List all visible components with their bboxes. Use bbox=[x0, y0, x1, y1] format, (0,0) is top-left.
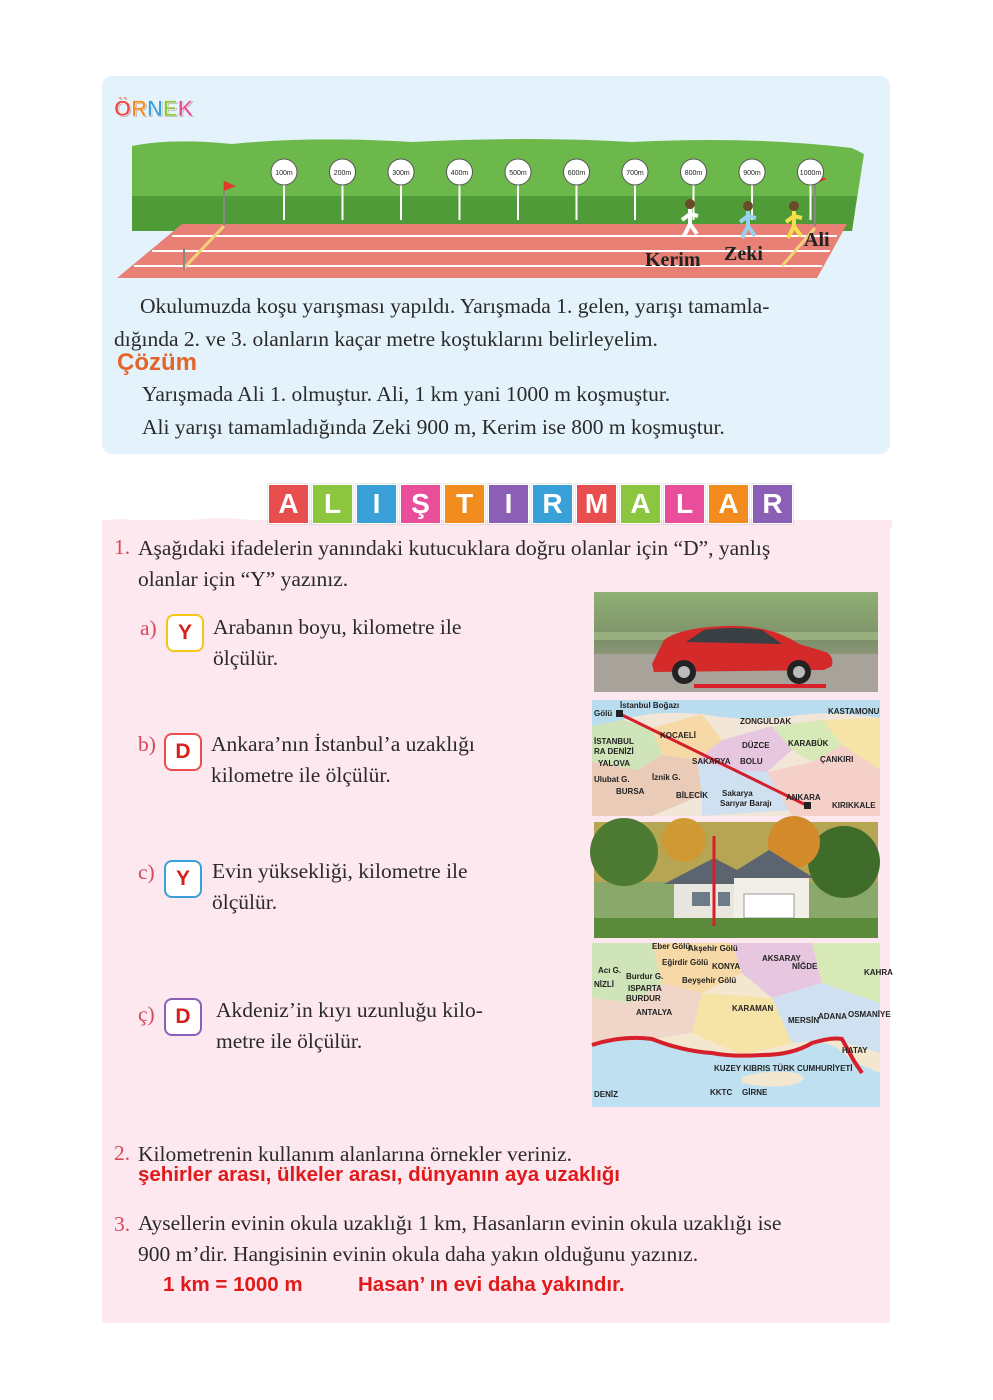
distance-sign-label: 600m bbox=[567, 170, 586, 177]
map-label: KOCAELİ bbox=[660, 731, 696, 740]
banner-letter: A bbox=[708, 484, 749, 524]
question-3-text bbox=[138, 1208, 888, 1270]
map-label: SAKARYA bbox=[692, 757, 731, 766]
map-label: BOLU bbox=[740, 757, 763, 766]
map-label: İSTANBUL bbox=[594, 737, 634, 746]
item-line: Evin yüksekliği, kilometre ile bbox=[212, 859, 468, 883]
item-line: metre ile ölçülür. bbox=[216, 1029, 363, 1053]
map-label: KARABÜK bbox=[788, 739, 829, 748]
item-line: Akdeniz’in kıyı uzunluğu kilo- bbox=[216, 998, 483, 1022]
item-line: ölçülür. bbox=[212, 890, 278, 914]
distance-sign-label: 300m bbox=[392, 170, 410, 177]
banner-letter: L bbox=[664, 484, 705, 524]
map-label: Akşehir Gölü bbox=[688, 944, 738, 953]
distance-sign-label: 100m bbox=[275, 170, 293, 177]
title-letter: E bbox=[162, 96, 178, 121]
mediterranean-coast-map bbox=[592, 942, 893, 1107]
banner-letter: T bbox=[444, 484, 485, 524]
banner-letter: A bbox=[268, 484, 309, 524]
question-3-answer-conversion: 1 km = 1000 m bbox=[163, 1273, 303, 1296]
map-label: Burdur G. bbox=[626, 972, 664, 981]
distance-sign-label: 800m bbox=[684, 170, 703, 177]
title-letter: R bbox=[131, 96, 148, 121]
banner-letter: L bbox=[312, 484, 353, 524]
banner-letter: A bbox=[620, 484, 661, 524]
example-solution bbox=[142, 378, 882, 444]
item-c-answer-box[interactable]: Y bbox=[164, 860, 202, 898]
banner-letter: I bbox=[488, 484, 529, 524]
map-label: DENİZ bbox=[594, 1090, 618, 1099]
map-label: BİLECİK bbox=[676, 791, 708, 800]
runner-name-ali: Ali bbox=[804, 229, 830, 251]
item-a-text bbox=[213, 612, 461, 674]
distance-sign-label: 400m bbox=[450, 170, 469, 177]
example-problem bbox=[114, 290, 880, 356]
question-line: olanlar için “Y” yazınız. bbox=[138, 567, 349, 591]
map-label: OSMANİYE bbox=[848, 1010, 891, 1019]
item-line: ölçülür. bbox=[213, 646, 279, 670]
question-line: Aşağıdaki ifadelerin yanındaki kutucuklara doğru olanlar için “D”, yanlış bbox=[138, 536, 771, 560]
item-line: Arabanın boyu, kilometre ile bbox=[213, 615, 462, 639]
map-label: KAHRA bbox=[864, 968, 893, 977]
map-label: Sakarya bbox=[722, 789, 753, 798]
map-label: ANTALYA bbox=[636, 1008, 673, 1017]
map-label: Gölü bbox=[594, 709, 613, 718]
distance-sign-label: 900m bbox=[743, 170, 761, 177]
title-letter: N bbox=[147, 96, 163, 121]
question-3-number: 3. bbox=[114, 1212, 131, 1236]
banner-letter: R bbox=[752, 484, 793, 524]
runner-name-zeki: Zeki bbox=[724, 243, 763, 265]
istanbul-ankara-map bbox=[592, 700, 880, 816]
question-2-answer: şehirler arası, ülkeler arası, dünyanın aya uzaklığı bbox=[138, 1163, 620, 1186]
map-label: BURSA bbox=[616, 787, 645, 796]
question-line: Aysellerin evinin okula uzaklığı 1 km, Hasanların evinin okula uzaklığı ise bbox=[138, 1211, 782, 1235]
map-label: GİRNE bbox=[742, 1088, 768, 1097]
map-label: AKSARAY bbox=[762, 954, 801, 963]
map-label: Ulubat G. bbox=[594, 775, 630, 784]
distance-sign-label: 200m bbox=[333, 170, 352, 177]
solution-title: Çözüm bbox=[117, 349, 197, 376]
banner-letter: R bbox=[532, 484, 573, 524]
map-label: ISPARTA bbox=[628, 984, 662, 993]
race-track-illustration bbox=[112, 136, 872, 286]
question-line: 900 m’dir. Hangisinin evinin okula daha yakın olduğunu yazınız. bbox=[138, 1242, 699, 1266]
distance-sign-label: 500m bbox=[509, 170, 527, 177]
map-label: YALOVA bbox=[598, 759, 631, 768]
item-c-label: c) bbox=[138, 860, 155, 884]
car-photo bbox=[594, 592, 878, 692]
map-label: ADANA bbox=[818, 1012, 847, 1021]
problem-line: dığında 2. ve 3. olanların kaçar metre koştuklarını belirleyelim. bbox=[114, 327, 658, 351]
item-b-label: b) bbox=[138, 732, 156, 756]
item-cc-text bbox=[216, 995, 483, 1057]
runner-name-kerim: Kerim bbox=[645, 249, 701, 271]
map-label: Sarıyar Barajı bbox=[720, 799, 772, 808]
title-letter: Ö bbox=[114, 96, 132, 121]
map-label: Eber Gölü bbox=[652, 942, 691, 951]
solution-line: Yarışmada Ali 1. olmuştur. Ali, 1 km yani 1000 m koşmuştur. bbox=[142, 382, 671, 406]
item-c-text bbox=[212, 856, 468, 918]
solution-line: Ali yarışı tamamladığında Zeki 900 m, Kerim ise 800 m koşmuştur. bbox=[142, 415, 725, 439]
question-1-text bbox=[138, 533, 888, 595]
map-label: KKTC bbox=[710, 1088, 733, 1097]
map-label: KASTAMONU bbox=[828, 707, 880, 716]
map-label: İznik G. bbox=[652, 773, 681, 782]
map-label: DÜZCE bbox=[742, 741, 770, 750]
map-label: Acı G. bbox=[598, 966, 622, 975]
banner-letter: Ş bbox=[400, 484, 441, 524]
item-line: kilometre ile ölçülür. bbox=[211, 763, 391, 787]
item-cc-label: ç) bbox=[138, 1002, 155, 1026]
problem-line: Okulumuzda koşu yarışması yapıldı. Yarışmada 1. gelen, yarışı tamamla- bbox=[140, 294, 770, 318]
map-label: Beyşehir Gölü bbox=[682, 976, 737, 985]
question-3-answer-result: Hasan’ ın evi daha yakındır. bbox=[358, 1273, 625, 1296]
exercises-banner bbox=[268, 484, 793, 524]
item-cc-answer-box[interactable]: D bbox=[164, 998, 202, 1036]
map-label: HATAY bbox=[842, 1046, 868, 1055]
map-label: NİZLİ bbox=[594, 980, 614, 989]
distance-sign-label: 700m bbox=[626, 170, 644, 177]
banner-letter: I bbox=[356, 484, 397, 524]
map-label: KUZEY KIBRIS TÜRK CUMHURİYETİ bbox=[714, 1064, 853, 1073]
map-label: Eğirdir Gölü bbox=[662, 958, 709, 967]
distance-sign-label: 1000m bbox=[799, 170, 822, 177]
map-label: ÇANKIRI bbox=[820, 755, 854, 764]
house-photo bbox=[594, 822, 878, 938]
example-title bbox=[114, 96, 193, 122]
map-label: ANKARA bbox=[786, 793, 821, 802]
question-2-number: 2. bbox=[114, 1141, 131, 1165]
item-a-answer-box[interactable]: Y bbox=[166, 614, 204, 652]
map-label: RA DENİZİ bbox=[594, 747, 634, 756]
item-b-text bbox=[211, 729, 475, 791]
question-1-number: 1. bbox=[114, 535, 131, 559]
map-label: KONYA bbox=[712, 962, 741, 971]
banner-letter: M bbox=[576, 484, 617, 524]
map-label: BURDUR bbox=[626, 994, 661, 1003]
map-label: ZONGULDAK bbox=[740, 717, 792, 726]
map-label: MERSİN bbox=[788, 1016, 820, 1025]
item-b-answer-box[interactable]: D bbox=[164, 733, 202, 771]
item-line: Ankara’nın İstanbul’a uzaklığı bbox=[211, 732, 475, 756]
map-label: KIRIKKALE bbox=[832, 801, 876, 810]
title-letter: K bbox=[177, 96, 194, 121]
item-a-label: a) bbox=[140, 616, 157, 640]
map-label: İstanbul Boğazı bbox=[620, 701, 680, 710]
question-2-text: Kilometrenin kullanım alanlarına örnekler veriniz. bbox=[138, 1142, 573, 1166]
map-label: KARAMAN bbox=[732, 1004, 774, 1013]
map-label: NİĞDE bbox=[792, 962, 818, 971]
